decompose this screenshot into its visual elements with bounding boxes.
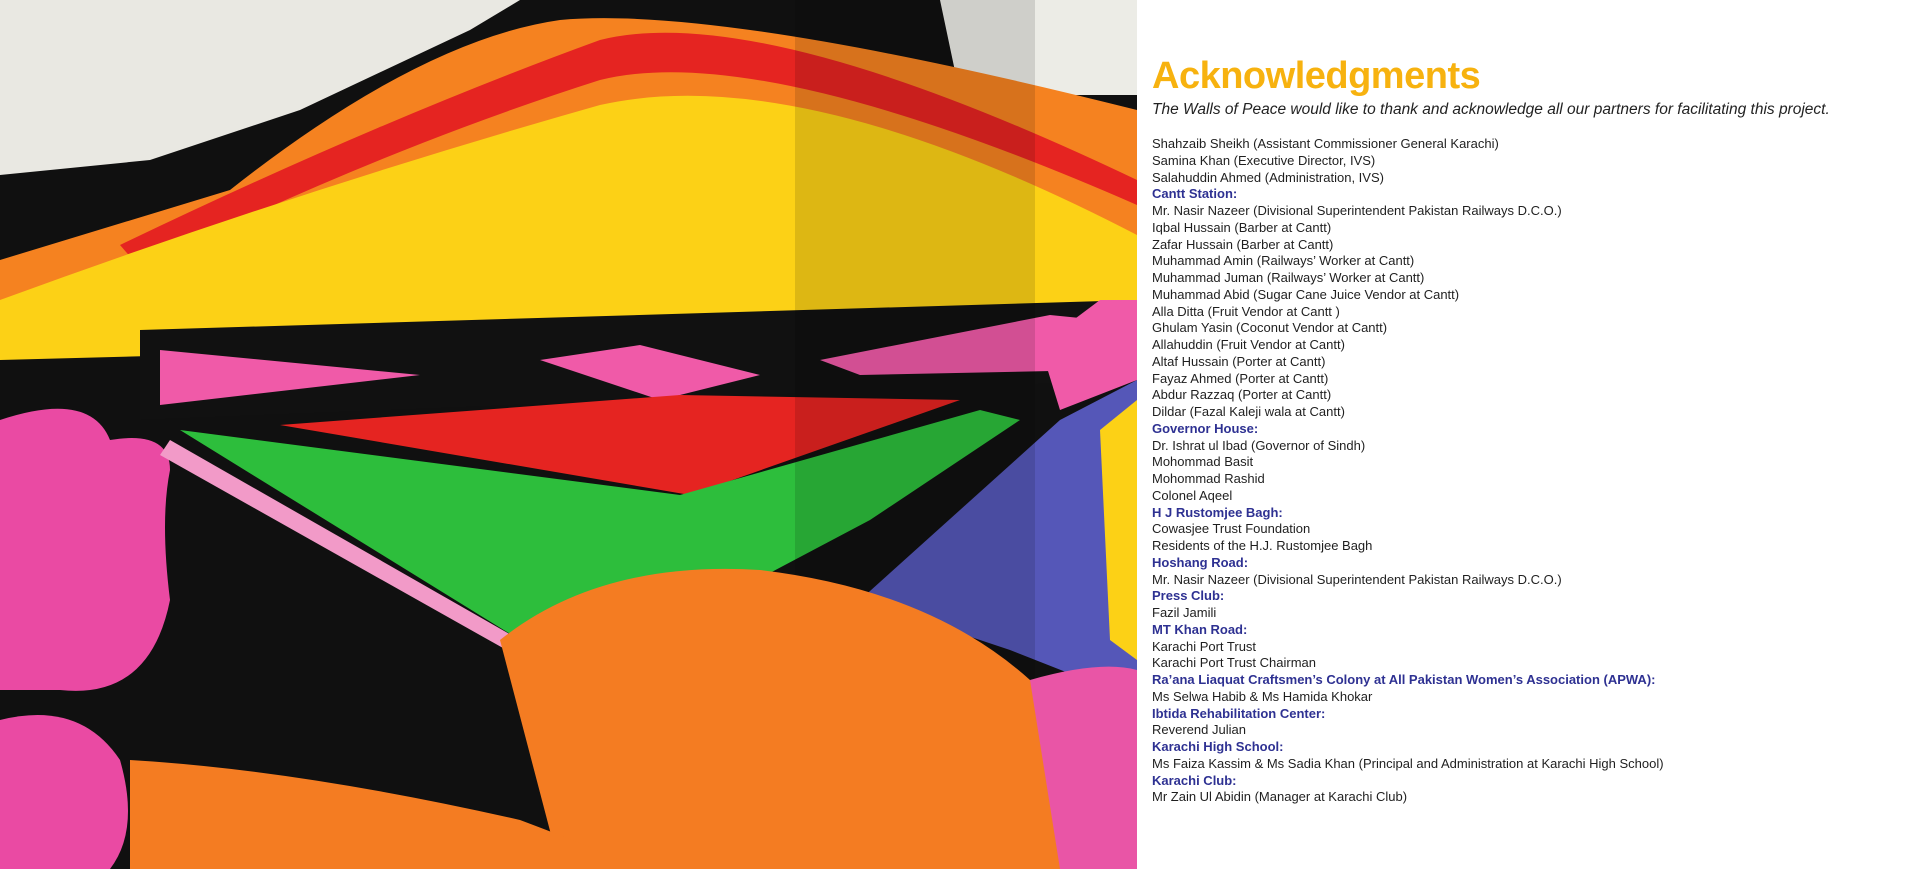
list-item: Altaf Hussain (Porter at Cantt): [1152, 353, 1326, 369]
section-heading: Hoshang Road:: [1152, 554, 1249, 570]
list-item: Fayaz Ahmed (Porter at Cantt): [1152, 370, 1329, 386]
list-item: Residents of the H.J. Rustomjee Bagh: [1152, 538, 1373, 553]
section-heading: Karachi High School:: [1152, 739, 1284, 754]
list-item: Karachi Port Trust Chairman: [1152, 655, 1317, 671]
list-item: Mr. Nasir Nazeer (Divisional Superintendent Pakistan Railways D.C.O.): [1152, 203, 1562, 218]
section-heading: Ra’ana Liaquat Craftsmen’s Colony at All Pakistan Women’s Association (APWA):: [1152, 672, 1656, 687]
list-item: Shahzaib Sheikh (Assistant Commissioner General Karachi): [1152, 136, 1499, 151]
list-item: Colonel Aqeel: [1152, 487, 1233, 503]
list-item: Muhammad Amin (Railways’ Worker at Cantt): [1152, 253, 1415, 269]
list-item: Dr. Ishrat ul Ibad (Governor of Sindh): [1152, 437, 1366, 453]
section-heading: Governor House:: [1152, 420, 1259, 436]
list-item: Dildar (Fazal Kaleji wala at Cantt): [1152, 404, 1345, 419]
list-item: Samina Khan (Executive Director, IVS): [1152, 152, 1376, 168]
page-title: Acknowledgments: [1152, 55, 1481, 97]
list-item: Reverend Julian: [1152, 722, 1246, 738]
list-item: Zafar Hussain (Barber at Cantt): [1152, 236, 1334, 252]
section-heading: MT Khan Road:: [1152, 621, 1248, 637]
list-item: Ms Selwa Habib & Ms Hamida Khokar: [1152, 688, 1373, 704]
section-heading: Karachi Club:: [1152, 772, 1237, 788]
acknowledgments-column: [1152, 52, 1892, 806]
list-item: Mr Zain Ul Abidin (Manager at Karachi Club): [1152, 789, 1408, 805]
list-item: Karachi Port Trust: [1152, 638, 1257, 654]
section-heading: Ibtida Rehabilitation Center:: [1152, 705, 1326, 721]
list-item: Muhammad Juman (Railways’ Worker at Cantt): [1152, 270, 1425, 285]
list-item: Mohommad Basit: [1152, 454, 1254, 470]
list-item: Alla Ditta (Fruit Vendor at Cantt ): [1152, 303, 1340, 319]
page-subtitle: The Walls of Peace would like to thank and acknowledge all our partners for facilitating this project.: [1152, 101, 1830, 118]
list-item: Ms Faiza Kassim & Ms Sadia Khan (Principal and Administration at Karachi High School): [1152, 755, 1664, 771]
list-item: Cowasjee Trust Foundation: [1152, 521, 1311, 537]
section-heading: H J Rustomjee Bagh:: [1152, 504, 1283, 520]
acknowledgments-list: [1152, 136, 1892, 806]
list-item: Ghulam Yasin (Coconut Vendor at Cantt): [1152, 320, 1388, 336]
list-item: Iqbal Hussain (Barber at Cantt): [1152, 219, 1332, 235]
list-item: Salahuddin Ahmed (Administration, IVS): [1152, 169, 1384, 185]
list-item: Mr. Nasir Nazeer (Divisional Superintendent Pakistan Railways D.C.O.): [1152, 571, 1562, 587]
list-item: Allahuddin (Fruit Vendor at Cantt): [1152, 337, 1345, 352]
list-item: Fazil Jamili: [1152, 605, 1217, 620]
list-item: Muhammad Abid (Sugar Cane Juice Vendor at Cantt): [1152, 286, 1460, 302]
list-item: Mohommad Rashid: [1152, 471, 1265, 486]
list-item: Abdur Razzaq (Porter at Cantt): [1152, 387, 1332, 403]
section-heading: Press Club:: [1152, 588, 1225, 604]
section-heading: Cantt Station:: [1152, 186, 1238, 202]
